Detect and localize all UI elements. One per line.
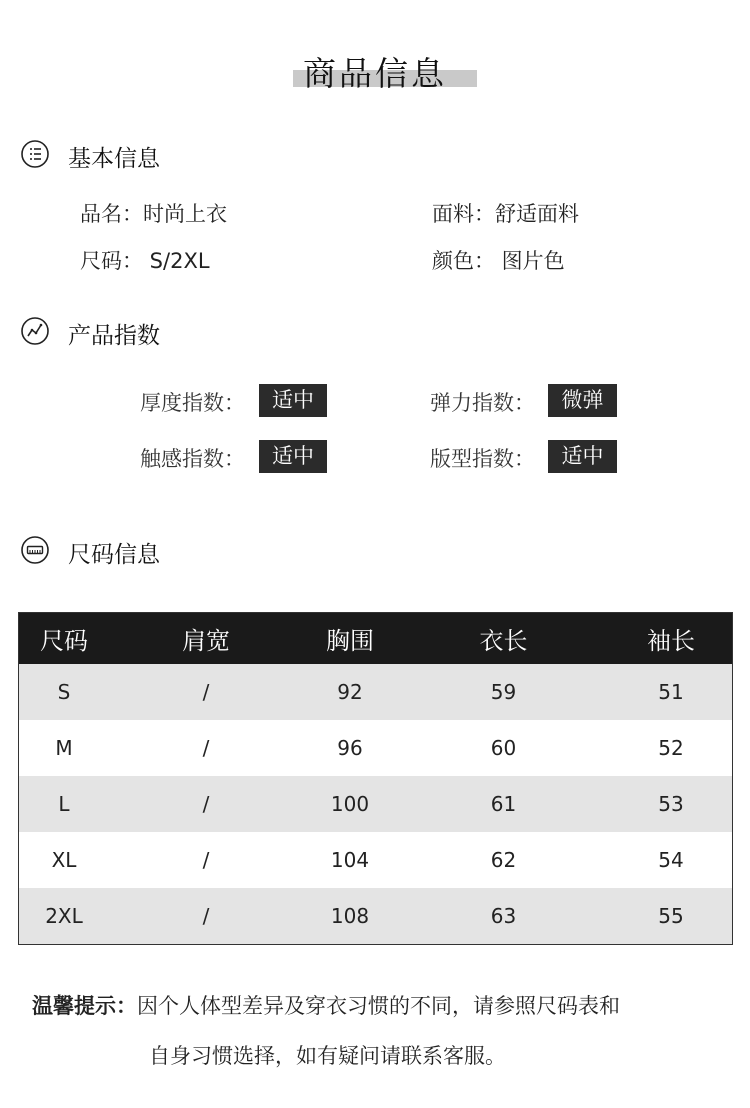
index-value-elasticity: 微弹 [548,384,617,417]
tip-text-1: 因个人体型差异及穿衣习惯的不同，请参照尺码表和 [137,994,620,1018]
table-cell: 100 [330,792,370,816]
index-value-fit: 适中 [548,440,617,473]
tip-text-2: 自身习惯选择，如有疑问请联系客服。 [149,1044,506,1068]
index-label-elasticity: 弹力指数： [430,391,535,415]
table-row [19,720,732,776]
index-label-touch: 触感指数： [140,447,245,471]
tip-label: 温馨提示： [32,994,137,1018]
section-title-index: 产品指数 [68,323,160,349]
table-cell: 60 [490,736,517,760]
index-value-thickness: 适中 [259,384,327,417]
info-fabric: 面料：舒适面料 [432,202,579,226]
table-cell: 62 [490,848,517,872]
trend-icon [20,316,50,346]
list-icon [20,139,50,169]
info-color: 颜色： 图片色 [432,249,565,273]
table-header-cell: 衣长 [479,627,528,655]
table-header-cell: 肩宽 [182,627,230,655]
table-cell: 55 [658,904,684,928]
table-cell: 2XL [45,904,83,928]
table-row [19,776,732,832]
table-row [19,832,732,888]
table-cell: S [57,680,71,704]
table-cell: 59 [490,680,517,704]
table-row [19,888,732,944]
table-cell: 108 [330,904,370,928]
table-cell: / [202,736,210,760]
table-cell: 51 [658,680,684,704]
info-size-range: 尺码： S/2XL [80,249,210,273]
table-header-cell: 尺码 [40,627,88,655]
table-cell: XL [51,848,77,872]
table-cell: 61 [490,792,517,816]
ruler-icon [20,535,50,565]
index-label-fit: 版型指数： [430,447,535,471]
table-cell: 52 [658,736,684,760]
table-row [19,664,732,720]
table-cell: / [202,904,210,928]
table-cell: 104 [330,848,370,872]
index-label-thickness: 厚度指数： [140,391,245,415]
section-basic-info [20,139,320,173]
table-cell: / [202,792,210,816]
size-table [18,612,733,945]
info-product-name: 品名：时尚上衣 [80,202,227,226]
table-cell: 63 [490,904,517,928]
table-body [19,664,732,944]
section-title-basic: 基本信息 [68,146,160,172]
table-header-row [19,613,732,664]
table-cell: 92 [337,680,363,704]
index-value-touch: 适中 [259,440,327,473]
table-cell: 53 [658,792,684,816]
table-cell: L [58,792,70,816]
table-header-cell: 袖长 [647,627,695,655]
page-title-block [0,40,750,100]
tip-line-1 [32,990,620,1020]
section-title-size: 尺码信息 [68,542,160,568]
table-cell: 54 [658,848,684,872]
table-cell: 96 [337,736,363,760]
section-product-index [20,316,320,350]
table-header-cell: 胸围 [326,627,374,655]
table-cell: M [55,736,73,760]
table-cell: / [202,848,210,872]
table-cell: / [202,680,210,704]
section-size-info [20,535,320,569]
page-title: 商品信息 [303,54,447,93]
